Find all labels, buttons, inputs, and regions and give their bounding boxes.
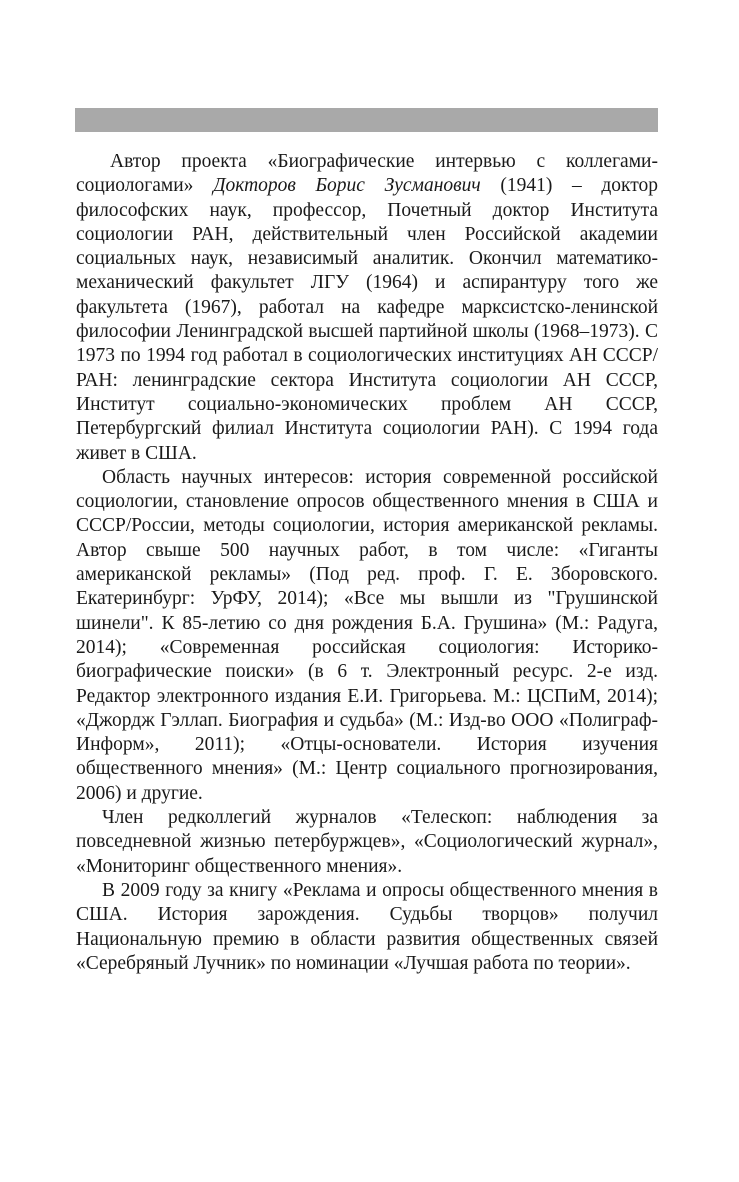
author-name: Докторов Борис Зусманович — [213, 175, 481, 197]
bio-paragraph-2: Область научных интересов: история современной российской социологии, становление опросов общественного мнения в США и СССР/России, методы социологии, история американской рекламы. Автор свыше 500 научных работ, в том числе: «Гиганты американской рекламы» (Под ред. проф. Г. Е. Зборовского. Екатеринбург: УрФУ, 2014); «Все мы вышли из "Грушинской шинели". К 85-летию со дня рождения Б.А. Грушина» (М.: Радуга, 2014); «Современная российская социология: Историко-биографические поиски» (в 6 т. Электронный ресурс. 2-е изд. Редактор электронного издания Е.И. Григорьева. М.: ЦСПиМ, 2014); «Джордж Гэллап. Биография и судьба» (М.: Изд-во ООО «Полиграф-Информ», 2011); «Отцы-основатели. История изучения общественного мнения» (М.: Центр социального прогнозирования, 2006) и другие. — [76, 466, 658, 804]
bio-details: (1941) – доктор философских наук, профессор, Почетный доктор Института социологии РАН, действительный член Российской академии социальных наук, независимый аналитик. Окончил математико-механический факультет ЛГУ (1964) и аспирантуру того же факультета (1967), работал на кафедре марксистско-ленинской философии Ленинградской высшей партийной школы (1968–1973). С 1973 по 1994 год работал в социологических институциях АН СССР/РАН: ленинградские сектора Института социологии АН СССР, Институт социально-экономических проблем АН СССР, Петербургский филиал Института социологии РАН). С 1994 года живет в США. — [76, 175, 658, 464]
header-bar — [75, 108, 658, 132]
bio-paragraph-3: Член редколлегий журналов «Телескоп: наблюдения за повседневной жизнью петербуржцев», «Социологический журнал», «Мониторинг общественного мнения». — [76, 807, 658, 877]
author-bio — [76, 150, 658, 976]
bio-intro: Автор проекта «Биографические интервью с коллегами-социологами» — [76, 151, 658, 197]
bio-paragraph-4: В 2009 году за книгу «Реклама и опросы общественного мнения в США. История зарождения. Судьбы творцов» получил Национальную премию в области развития общественных связей «Серебряный Лучник» по номинации «Лучшая работа по теории». — [76, 879, 658, 974]
bio-paragraph-1 — [76, 150, 658, 466]
